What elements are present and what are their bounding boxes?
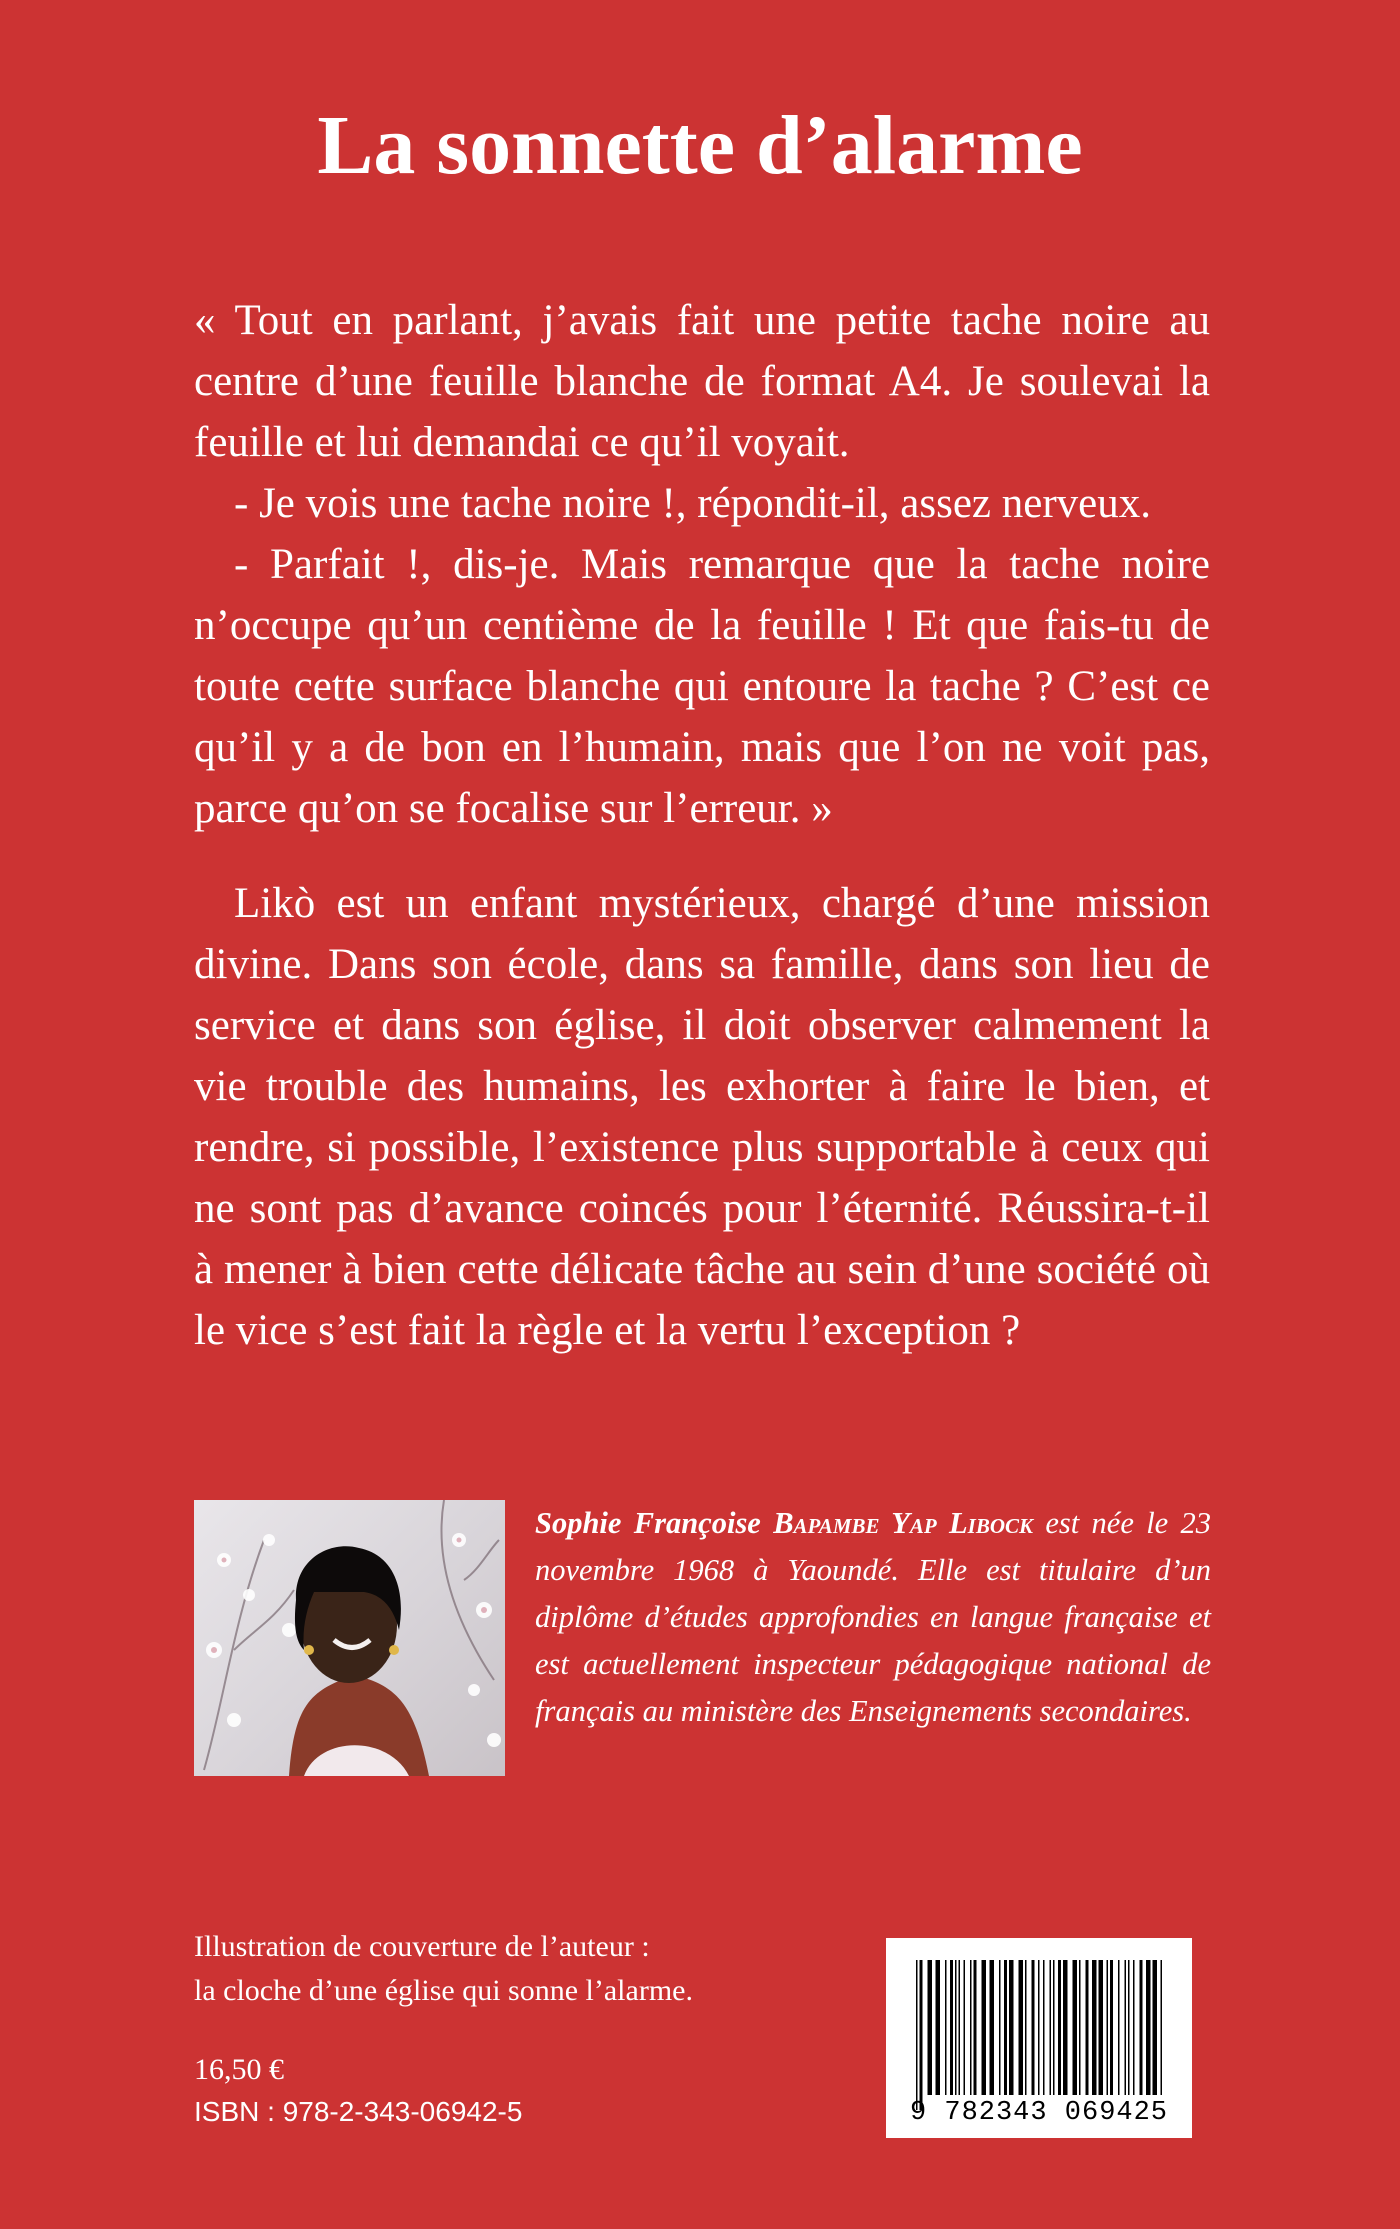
barcode-bar	[920, 1960, 923, 2110]
barcode-bar	[959, 1960, 961, 2095]
barcode-bar	[1140, 1960, 1143, 2095]
barcode-bar	[999, 1960, 1001, 2095]
barcode-bar	[955, 1960, 957, 2095]
barcode-bar	[1025, 1960, 1027, 2095]
barcode-bar	[936, 1960, 941, 2095]
author-photo	[194, 1500, 505, 1776]
barcode-bar	[928, 1960, 933, 2095]
barcode-bar	[964, 1960, 966, 2095]
barcode-bar	[1043, 1960, 1045, 2095]
barcode-bar	[974, 1960, 977, 2095]
barcode-bar	[970, 1960, 972, 2095]
barcode-bar	[1153, 1960, 1158, 2095]
barcode-bar	[1092, 1960, 1097, 2095]
barcode-bar	[1161, 1960, 1163, 2095]
barcode-bar	[1086, 1960, 1089, 2095]
quote-paragraph-2: - Je vois une tache noire !, répondit-il, assez nerveux.	[234, 480, 1152, 527]
barcode-bar	[1099, 1960, 1104, 2095]
isbn-barcode	[886, 1938, 1192, 2138]
barcode-bar	[1107, 1960, 1109, 2095]
barcode-bar	[1133, 1960, 1135, 2095]
barcode-bar	[1053, 1960, 1055, 2095]
author-first-name: Sophie Françoise	[535, 1506, 761, 1540]
author-bio-text: est née le 23 novembre 1968 à Yaoundé. Elle est titulaire d’un diplôme d’études approfondies en langue française et est actuellement inspecteur pédagogique national de français au ministère des Enseignements secondaires.	[535, 1506, 1212, 1728]
barcode-bar	[1032, 1960, 1035, 2095]
barcode-bar	[1004, 1960, 1007, 2095]
barcode-bar	[1038, 1960, 1040, 2095]
barcode-bar	[950, 1960, 953, 2095]
isbn: ISBN : 978-2-343-06942-5	[194, 2096, 523, 2127]
book-title: La sonnette d’alarme	[317, 99, 1083, 192]
illustration-credit-line-1: Illustration de couverture de l’auteur :	[194, 1930, 650, 1963]
barcode-bar	[1128, 1960, 1130, 2095]
barcode-bar	[1146, 1960, 1151, 2095]
book-summary: Likò est un enfant mystérieux, chargé d’une mission divine. Dans son école, dans sa famille, dans son lieu de service et dans son église, il doit observer calmement la vie trouble des humains, les exhorter à faire le bien, et rendre, si possible, l’existence plus supportable à ceux qui ne sont pas d’avance coincés pour l’éternité. Réussira-t-il à mener à bien cette délicate tâche au sein d’une société où le vice s’est fait la règle et la vertu l’exception ?	[194, 880, 1210, 1354]
quote-paragraph-3: - Parfait !, dis-je. Mais remarque que la tache noire n’occupe qu’un centième de la feuille ! Et que fais-tu de toute cette surface blanche qui entoure la tache ? C’est ce qu’il y a de bon en l’humain, mais que l’on ne voit pas, parce qu’on se focalise sur l’erreur. »	[194, 541, 1210, 832]
barcode-bar	[982, 1960, 987, 2095]
barcode-bar	[1073, 1960, 1078, 2095]
barcode-bar	[1058, 1960, 1061, 2095]
barcode-bar	[1125, 1960, 1127, 2095]
illustration-credit	[194, 1925, 834, 2013]
barcode-bar	[1063, 1960, 1068, 2095]
barcode-bar	[1118, 1960, 1120, 2095]
excerpt-quote	[194, 290, 1210, 839]
illustration-credit-line-2: la cloche d’une église qui sonne l’alarme.	[194, 1974, 693, 2007]
author-bio	[535, 1500, 1211, 1735]
barcode-bar	[1019, 1960, 1024, 2095]
barcode-bar	[916, 1960, 918, 2110]
barcode-bar	[1079, 1960, 1081, 2095]
price: 16,50 €	[194, 2053, 284, 2086]
author-last-name: Bapambe Yap Libock	[773, 1506, 1034, 1540]
barcode-bar	[945, 1960, 947, 2095]
barcode-bar	[1050, 1960, 1052, 2095]
quote-paragraph-1: « Tout en parlant, j’avais fait une petite tache noire au centre d’une feuille blanche de format A4. Je soulevai la feuille et lui demandai ce qu’il voyait.	[194, 297, 1210, 466]
barcode-bar	[1009, 1960, 1014, 2095]
barcode-digits: 9 782343 069425	[909, 2098, 1169, 2128]
barcode-bar	[1110, 1960, 1113, 2095]
barcode-bar	[990, 1960, 995, 2095]
